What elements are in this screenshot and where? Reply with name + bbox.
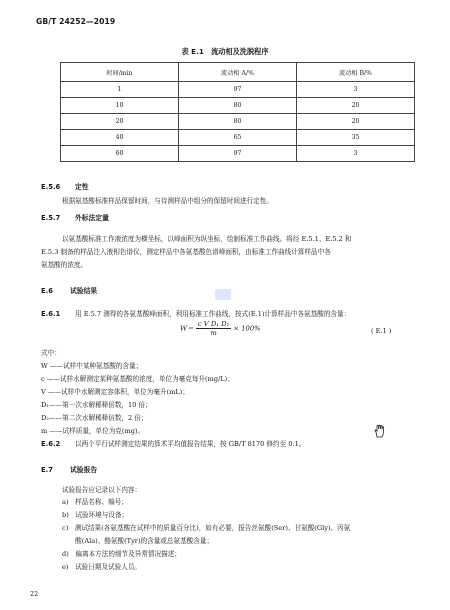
table-header-row	[61, 63, 415, 82]
variable-definition: D₂——第二次水解稀释倍数，2 倍；	[41, 414, 148, 422]
table-cell: 20	[61, 114, 179, 130]
table-row	[61, 114, 415, 130]
formula-e1	[180, 320, 261, 337]
section-number: E.5.7	[41, 214, 61, 222]
report-item: b) 试验环境与设备；	[62, 511, 129, 519]
table-row	[61, 130, 415, 146]
table-caption: 表 E.1 流动相及洗脱程序	[181, 47, 269, 56]
variable-definition: D₁——第一次水解稀释倍数，10 倍；	[41, 401, 152, 409]
table-row	[61, 82, 415, 98]
table-cell: 20	[297, 98, 415, 114]
variable-definition: m ——试样质量，单位为克(mg)。	[41, 427, 145, 435]
report-intro: 试验报告应记录以下内容：	[62, 486, 142, 494]
standard-code-header: GB/T 24252—2019	[36, 17, 116, 26]
section-e57-line: E.5.3 制备的样品注入液相色谱仪，测定样品中各氨基酸色谱峰面积，由标准工作曲线计算样品中各	[41, 248, 331, 256]
variable-definition: c ——试样水解测定某种氨基酸的浓度，单位为毫克每升(mg/L)；	[41, 375, 234, 383]
table-cell: 3	[297, 146, 415, 162]
table-row	[61, 146, 415, 162]
table-cell: 80	[179, 114, 297, 130]
table-cell: 10	[61, 98, 179, 114]
section-number: E.6.2	[41, 440, 61, 448]
section-e61-text: 用 E.5.7 测得的各氨基酸峰面积，利用标准工作曲线，按式(E.1)计算样品中各氨基酸的含量：	[75, 310, 351, 318]
page-number: 22	[30, 590, 39, 598]
equation-number: ( E.1 )	[371, 327, 392, 335]
variable-definition: V ——试样中水解测定容体积，单位为毫升(mL)；	[41, 388, 189, 396]
table-cell: 1	[61, 82, 179, 98]
where-label: 式中：	[41, 349, 61, 357]
variable-definition: W ——试样中某种氨基酸的含量；	[41, 362, 143, 370]
section-number: E.5.6	[41, 183, 61, 191]
formula-rhs: × 100%	[233, 324, 261, 333]
section-e56-body: 根据氨基酸标准样品保留时间，与待测样品中组分的保留时间进行定性。	[62, 197, 273, 205]
report-item: c) 测试结果(各氨基酸在试样中的质量百分比)，如有必要，报告丝氨酸(Ser)、甘氨酸(Gly)、丙氨	[62, 524, 351, 532]
section-title: 试验结果	[70, 287, 98, 295]
section-e7-heading	[41, 464, 97, 474]
section-e57-line: 以氨基酸标准工作液浓度为横坐标，以峰面积为纵坐标，绘制标准工作曲线。将经 E.5.1、E.5.2 和	[62, 235, 352, 243]
section-e61-intro	[41, 309, 350, 319]
section-title: 试验报告	[70, 466, 98, 474]
elution-program-table	[60, 62, 415, 162]
column-header: 流动相 B/%	[297, 63, 415, 82]
report-item: d) 偏离本方法的细节及异常情况描述；	[62, 550, 181, 558]
table-cell: 97	[179, 146, 297, 162]
section-e6-heading	[41, 285, 97, 295]
table-cell: 97	[179, 82, 297, 98]
table-cell: 65	[179, 130, 297, 146]
section-title: 外标法定量	[75, 214, 109, 222]
section-title: 定性	[75, 183, 89, 191]
watermark-logo	[215, 289, 231, 300]
report-item: 酸(Ala)、酪氨酸(Tyr)的含量或总氨基酸含量；	[62, 537, 214, 545]
table-cell: 40	[61, 130, 179, 146]
table-row	[61, 98, 415, 114]
table-cell: 3	[297, 82, 415, 98]
section-number: E.7	[41, 466, 53, 474]
formula-lhs: W＝	[180, 324, 194, 333]
section-e56-heading	[41, 181, 89, 191]
report-item: e) 试验日期及试验人员。	[62, 563, 142, 571]
table-cell: 20	[297, 114, 415, 130]
formula-fraction	[196, 320, 232, 337]
section-number: E.6.1	[41, 310, 61, 318]
column-header: 流动相 A/%	[179, 63, 297, 82]
table-cell: 60	[61, 146, 179, 162]
formula-numerator: c V D₁ D₂	[197, 320, 230, 328]
column-header: 时间/min	[61, 63, 179, 82]
hand-cursor-icon	[373, 423, 387, 442]
report-item: a) 样品名称、编号；	[62, 498, 128, 506]
section-e62	[41, 439, 305, 449]
section-number: E.6	[41, 287, 53, 295]
table-cell: 35	[297, 130, 415, 146]
section-e62-text: 以两个平行试样测定结果的算术平均值报告结果，按 GB/T 8170 修约至 0.1。	[75, 440, 306, 448]
section-e57-heading	[41, 212, 109, 222]
table-cell: 80	[179, 98, 297, 114]
section-e57-line: 氨基酸的浓度。	[41, 261, 88, 269]
formula-denominator: m	[210, 329, 217, 337]
